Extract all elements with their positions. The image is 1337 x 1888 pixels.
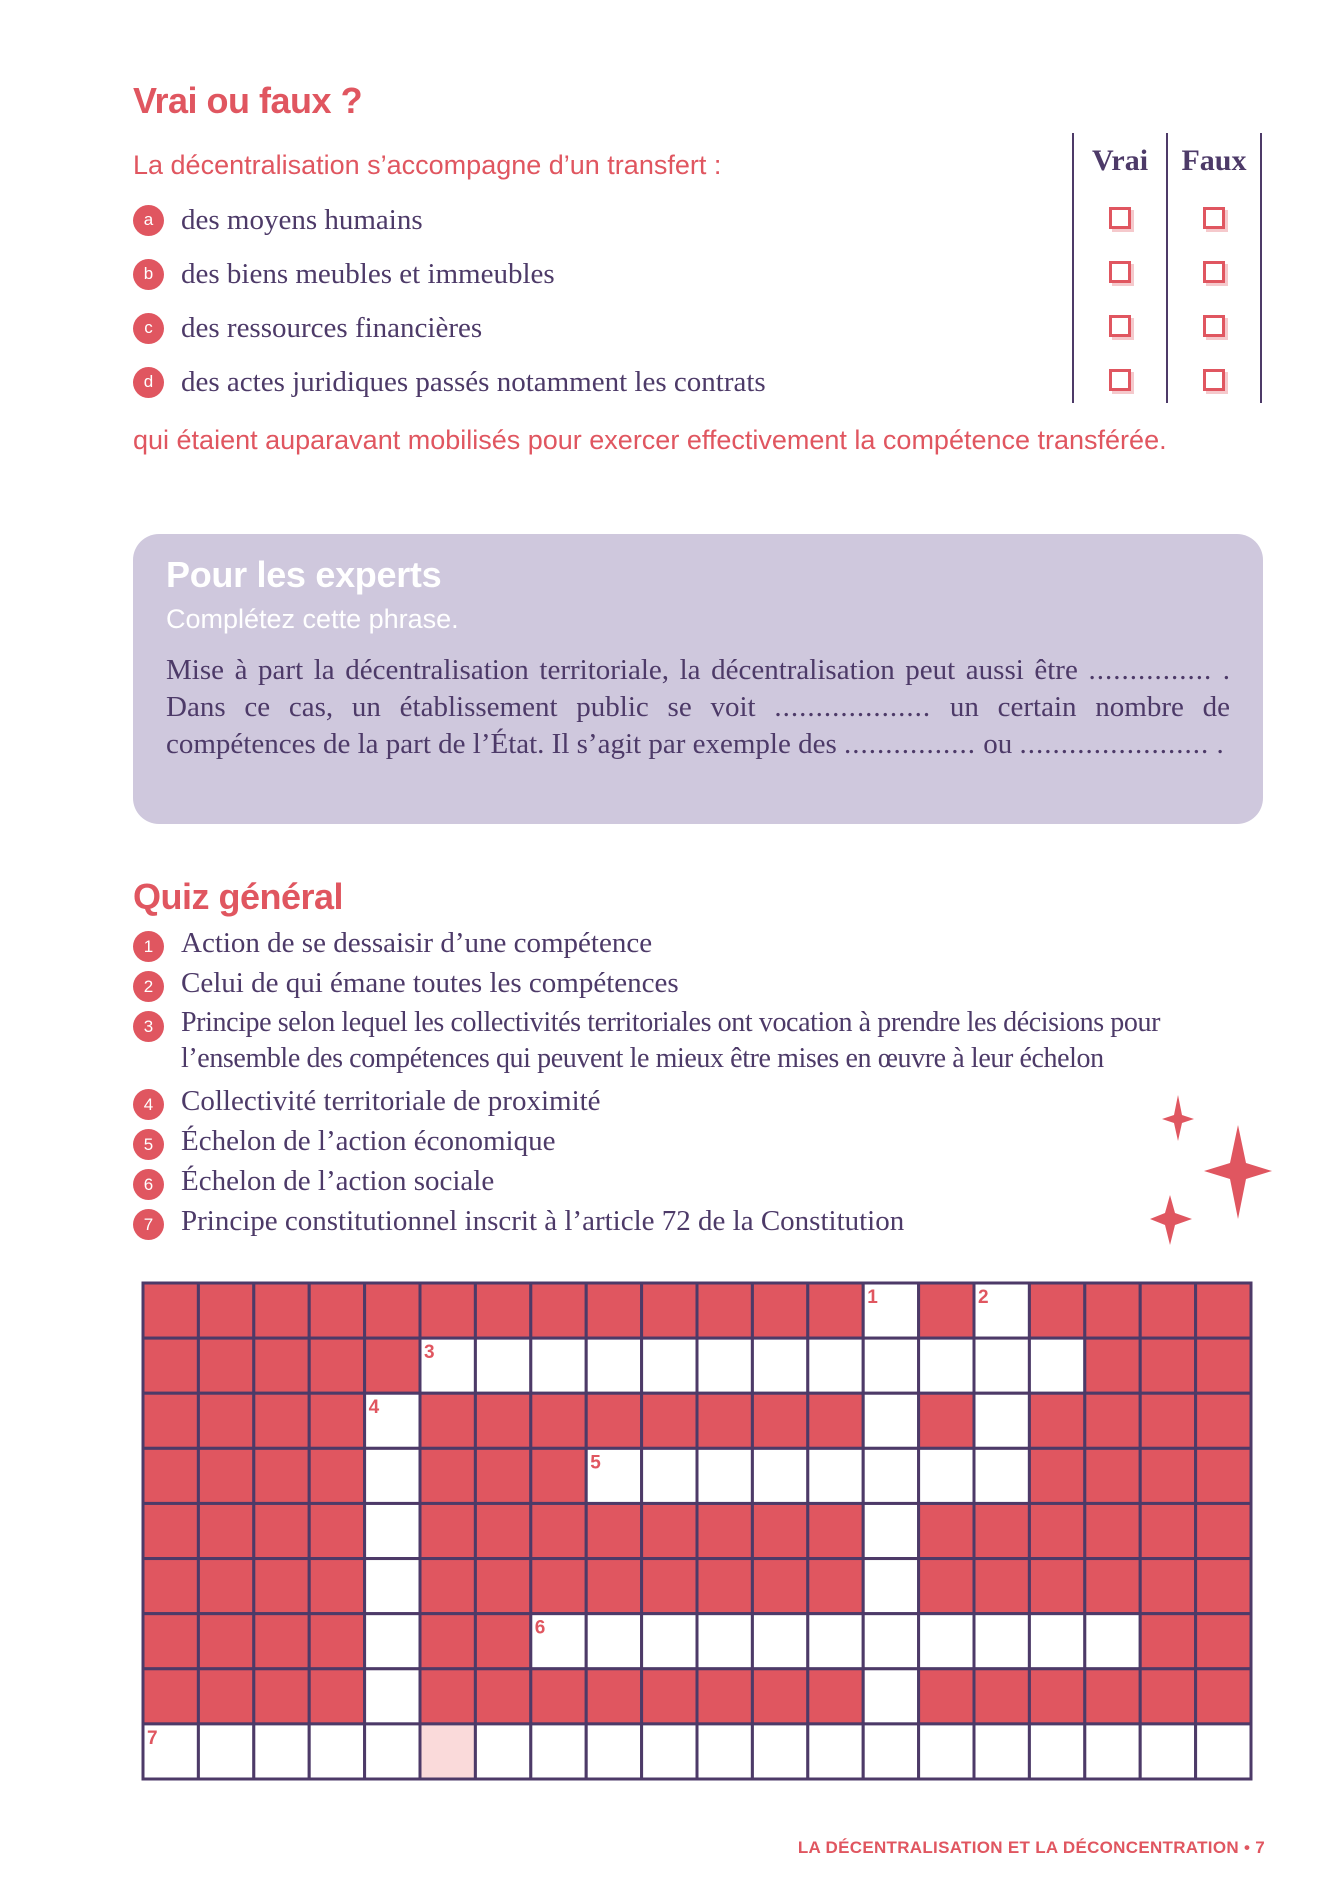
crossword-block-cell [198,1283,253,1338]
crossword-block-cell [919,1283,974,1338]
crossword-open-cell[interactable] [365,1614,420,1669]
crossword-clue-number: 5 [590,1452,601,1474]
crossword-open-cell[interactable] [974,1614,1029,1669]
experts-title: Pour les experts [166,554,442,595]
crossword-block-cell [143,1393,198,1448]
quiz-clue [133,1163,494,1200]
crossword-open-cell[interactable] [475,1724,530,1779]
crossword-block-cell [198,1338,253,1393]
quiz-clue-text: Action de se dessaisir d’une compétence [181,927,653,959]
column-header-vrai: Vrai [1091,144,1149,177]
crossword-block-cell [143,1283,198,1338]
crossword-block-cell [919,1559,974,1614]
crossword-block-cell [420,1283,475,1338]
crossword-block-cell [1140,1669,1195,1724]
crossword-open-cell[interactable] [365,1448,420,1503]
column-header-faux: Faux [1181,144,1247,177]
vrai-faux-heading: Vrai ou faux ? [133,80,363,121]
crossword-block-cell [1085,1448,1140,1503]
crossword-block-cell [919,1669,974,1724]
crossword-block-cell [808,1559,863,1614]
crossword-block-cell [309,1448,364,1503]
crossword-block-cell [475,1448,530,1503]
crossword-block-cell [254,1393,309,1448]
crossword-block-cell [309,1338,364,1393]
blank-1[interactable]: ............... [1088,654,1213,686]
quiz-clue [133,1123,555,1160]
crossword-open-cell[interactable] [642,1724,697,1779]
crossword-block-cell [1029,1448,1084,1503]
crossword-open-cell[interactable] [974,1724,1029,1779]
vrai-faux-item [133,308,482,348]
crossword-block-cell [531,1283,586,1338]
experts-subtitle: Complétez cette phrase. [166,604,459,634]
number-badge: 2 [133,971,164,1002]
crossword-block-cell [642,1283,697,1338]
crossword-block-cell [697,1283,752,1338]
blank-3[interactable]: ................ [844,728,976,760]
crossword-open-cell[interactable] [863,1503,918,1558]
crossword-block-cell [1029,1559,1084,1614]
crossword-block-cell [1196,1338,1251,1393]
vrai-faux-intro: La décentralisation s’accompagne d’un transfert : [133,150,722,180]
crossword-block-cell [475,1614,530,1669]
crossword-block-cell [475,1503,530,1558]
crossword-block-cell [254,1614,309,1669]
experts-sentence [166,652,1230,763]
crossword-block-cell [1029,1393,1084,1448]
column-divider [1260,133,1262,403]
crossword-clue-number: 2 [978,1287,989,1308]
crossword-block-cell [475,1559,530,1614]
experts-box [133,534,1263,824]
crossword-block-cell [752,1503,807,1558]
crossword-block-cell [586,1669,641,1724]
crossword-block-cell [143,1669,198,1724]
crossword-block-cell [365,1283,420,1338]
quiz-clue [133,1203,904,1240]
crossword-block-cell [420,1503,475,1558]
crossword-block-cell [309,1669,364,1724]
crossword-block-cell [697,1559,752,1614]
crossword-block-cell [1029,1283,1084,1338]
crossword-block-cell [1196,1559,1251,1614]
crossword-open-cell[interactable] [586,1724,641,1779]
crossword-block-cell [365,1338,420,1393]
crossword-block-cell [1085,1503,1140,1558]
quiz-clue [133,1005,1268,1077]
crossword-block-cell [143,1614,198,1669]
checkbox-a-vrai[interactable] [1109,207,1131,229]
crossword-block-cell [1085,1669,1140,1724]
crossword-clue-number: 7 [147,1727,158,1749]
crossword-block-cell [808,1283,863,1338]
crossword-block-cell [1085,1393,1140,1448]
blank-4[interactable]: ....................... [1019,728,1210,760]
crossword-open-cell[interactable] [863,1724,918,1779]
crossword-block-cell [254,1283,309,1338]
crossword-block-cell [974,1503,1029,1558]
crossword-open-cell[interactable] [863,1393,918,1448]
crossword-open-cell[interactable] [365,1559,420,1614]
crossword-block-cell [1196,1669,1251,1724]
crossword-block-cell [309,1393,364,1448]
crossword-open-cell[interactable] [697,1724,752,1779]
crossword-grid [141,1281,1253,1781]
crossword-block-cell [1085,1338,1140,1393]
crossword-block-cell [198,1503,253,1558]
crossword-block-cell [309,1614,364,1669]
quiz-clue-text: Principe selon lequel les collectivités territoriales ont vocation à prendre les décisions pour l’ensemble des compétences qui peuvent le mieux être mises en œuvre à leur échelon [181,1007,1161,1074]
quiz-clue [133,965,679,1002]
crossword-open-cell[interactable] [863,1448,918,1503]
crossword-block-cell [974,1669,1029,1724]
crossword-block-cell [697,1393,752,1448]
quiz-clue-text: Principe constitutionnel inscrit à l’article 72 de la Constitution [181,1205,905,1237]
crossword-block-cell [586,1503,641,1558]
crossword-block-cell [1085,1559,1140,1614]
crossword-open-cell[interactable] [1029,1724,1084,1779]
checkbox-c-vrai[interactable] [1109,315,1131,337]
vrai-faux-item-text: des actes juridiques passés notamment les contrats [181,365,766,398]
crossword-open-cell[interactable] [808,1614,863,1669]
checkbox-a-faux[interactable] [1203,207,1225,229]
crossword-block-cell [808,1669,863,1724]
crossword-block-cell [198,1393,253,1448]
crossword-open-cell[interactable] [1029,1338,1084,1393]
sentence-part: Mise à part la décentralisation territoriale, la décentralisation peut aussi être [166,654,1078,686]
crossword-open-cell[interactable] [198,1724,253,1779]
number-badge: 5 [133,1129,164,1160]
crossword-open-cell[interactable] [808,1724,863,1779]
letter-badge: a [133,205,164,236]
sentence-part: . Dans ce cas, un établissement public se voit [166,654,1231,723]
crossword-block-cell [642,1559,697,1614]
crossword-block-cell [1029,1669,1084,1724]
quiz-clue-text: Échelon de l’action sociale [181,1165,495,1197]
crossword-block-cell [697,1503,752,1558]
crossword-open-cell[interactable] [697,1338,752,1393]
crossword-open-cell[interactable] [254,1724,309,1779]
crossword-open-cell[interactable] [365,1669,420,1724]
crossword-block-cell [752,1559,807,1614]
crossword-block-cell [752,1283,807,1338]
letter-badge: d [133,367,164,398]
crossword-block-cell [198,1559,253,1614]
vrai-faux-item [133,362,766,402]
crossword-open-cell[interactable] [752,1724,807,1779]
crossword-open-cell[interactable] [642,1338,697,1393]
crossword-open-cell[interactable] [919,1724,974,1779]
crossword-block-cell [642,1503,697,1558]
crossword-open-cell[interactable] [420,1724,475,1779]
crossword-block-cell [919,1503,974,1558]
crossword-open-cell[interactable] [919,1338,974,1393]
number-badge: 4 [133,1089,164,1120]
crossword-block-cell [254,1559,309,1614]
number-badge: 1 [133,931,164,962]
crossword-block-cell [1029,1503,1084,1558]
crossword-block-cell [254,1503,309,1558]
crossword-clue-number: 6 [534,1617,546,1639]
crossword-open-cell[interactable] [919,1448,974,1503]
crossword-block-cell [531,1393,586,1448]
crossword-open-cell[interactable] [808,1338,863,1393]
crossword-block-cell [254,1338,309,1393]
crossword-open-cell[interactable] [1085,1614,1140,1669]
crossword-open-cell[interactable] [531,1724,586,1779]
crossword-open-cell[interactable] [808,1448,863,1503]
crossword-open-cell[interactable] [642,1614,697,1669]
crossword-open-cell[interactable] [752,1338,807,1393]
crossword-open-cell[interactable] [752,1614,807,1669]
crossword-block-cell [420,1559,475,1614]
crossword-block-cell [1196,1283,1251,1338]
vrai-faux-item [133,254,555,294]
crossword-block-cell [1140,1559,1195,1614]
crossword-open-cell[interactable] [586,1614,641,1669]
crossword-open-cell[interactable] [365,1503,420,1558]
crossword-block-cell [752,1393,807,1448]
crossword-block-cell [1140,1393,1195,1448]
crossword-open-cell[interactable] [974,1338,1029,1393]
vrai-faux-item-text: des biens meubles et immeubles [181,257,555,290]
quiz-clue [133,1083,601,1120]
crossword-block-cell [198,1669,253,1724]
crossword-open-cell[interactable] [586,1338,641,1393]
crossword-block-cell [531,1559,586,1614]
crossword-block-cell [974,1559,1029,1614]
crossword-block-cell [475,1669,530,1724]
crossword-block-cell [475,1393,530,1448]
letter-badge: b [133,259,164,290]
crossword-block-cell [1140,1503,1195,1558]
crossword-open-cell[interactable] [863,1614,918,1669]
crossword-open-cell[interactable] [1196,1724,1251,1779]
crossword-open-cell[interactable] [309,1724,364,1779]
crossword-block-cell [143,1448,198,1503]
crossword-block-cell [1196,1614,1251,1669]
letter-badge: c [133,313,164,344]
crossword-block-cell [143,1338,198,1393]
crossword-open-cell[interactable] [475,1338,530,1393]
blank-2[interactable]: ................... [774,691,932,723]
crossword-block-cell [254,1669,309,1724]
crossword-block-cell [1196,1393,1251,1448]
crossword-block-cell [531,1669,586,1724]
crossword-open-cell[interactable] [919,1614,974,1669]
crossword-block-cell [1196,1448,1251,1503]
crossword-block-cell [1140,1448,1195,1503]
crossword-open-cell[interactable] [974,1393,1029,1448]
sentence-part: . [1216,728,1224,760]
crossword-open-cell[interactable] [974,1448,1029,1503]
crossword-open-cell[interactable] [863,1559,918,1614]
number-badge: 3 [133,1011,164,1042]
crossword-block-cell [1140,1283,1195,1338]
crossword-block-cell [420,1393,475,1448]
crossword-clue-number: 1 [867,1287,878,1308]
crossword-block-cell [1140,1338,1195,1393]
crossword-open-cell[interactable] [863,1669,918,1724]
checkbox-b-faux[interactable] [1203,261,1225,283]
crossword-block-cell [1196,1503,1251,1558]
crossword-open-cell[interactable] [697,1448,752,1503]
crossword-block-cell [420,1669,475,1724]
vrai-faux-item-text: des ressources financières [181,311,483,344]
crossword-open-cell[interactable] [642,1448,697,1503]
crossword-open-cell[interactable] [752,1448,807,1503]
vrai-faux-conclusion: qui étaient auparavant mobilisés pour exercer effectivement la compétence transférée. [133,425,1167,455]
checkbox-d-vrai[interactable] [1109,369,1131,391]
crossword-block-cell [586,1393,641,1448]
crossword-block-cell [198,1448,253,1503]
crossword-block-cell [531,1503,586,1558]
number-badge: 7 [133,1209,164,1240]
crossword-open-cell[interactable] [863,1338,918,1393]
crossword-block-cell [697,1669,752,1724]
crossword-block-cell [808,1393,863,1448]
sentence-part: ou [983,728,1013,760]
quiz-clue-text: Collectivité territoriale de proximité [181,1085,601,1117]
crossword-block-cell [420,1614,475,1669]
vrai-faux-item-text: des moyens humains [181,203,423,236]
crossword-block-cell [919,1393,974,1448]
crossword-block-cell [143,1559,198,1614]
quiz-clue-text: Celui de qui émane toutes les compétences [181,967,679,999]
crossword-block-cell [143,1503,198,1558]
crossword-block-cell [420,1448,475,1503]
crossword-open-cell[interactable] [365,1724,420,1779]
crossword-block-cell [1085,1283,1140,1338]
number-badge: 6 [133,1169,164,1200]
crossword-block-cell [309,1503,364,1558]
checkbox-c-faux[interactable] [1203,315,1225,337]
quiz-clue [133,925,652,962]
crossword-block-cell [642,1393,697,1448]
crossword-block-cell [531,1448,586,1503]
crossword-open-cell[interactable] [697,1614,752,1669]
crossword-block-cell [808,1503,863,1558]
vrai-faux-item [133,200,423,240]
crossword-block-cell [309,1283,364,1338]
page-footer: LA DÉCENTRALISATION ET LA DÉCONCENTRATION • 7 [797,1838,1265,1857]
quiz-heading: Quiz général [133,876,344,917]
crossword-block-cell [309,1559,364,1614]
crossword-block-cell [475,1283,530,1338]
crossword-clue-number: 4 [368,1397,380,1419]
crossword-open-cell[interactable] [1085,1724,1140,1779]
crossword-clue-number: 3 [424,1342,435,1364]
crossword-block-cell [1140,1614,1195,1669]
crossword-block-cell [586,1559,641,1614]
crossword-block-cell [254,1448,309,1503]
crossword-open-cell[interactable] [1029,1614,1084,1669]
sparkles-icon [1150,1095,1290,1245]
crossword-block-cell [752,1669,807,1724]
crossword-open-cell[interactable] [531,1338,586,1393]
crossword-block-cell [586,1283,641,1338]
crossword-block-cell [642,1669,697,1724]
checkbox-b-vrai[interactable] [1109,261,1131,283]
checkbox-d-faux[interactable] [1203,369,1225,391]
sentence-part: un certain nombre de compétences de la part de l’État. Il s’agit par exemple des [166,691,1230,760]
crossword-open-cell[interactable] [1140,1724,1195,1779]
crossword-block-cell [198,1614,253,1669]
quiz-clue-text: Échelon de l’action économique [181,1125,556,1157]
